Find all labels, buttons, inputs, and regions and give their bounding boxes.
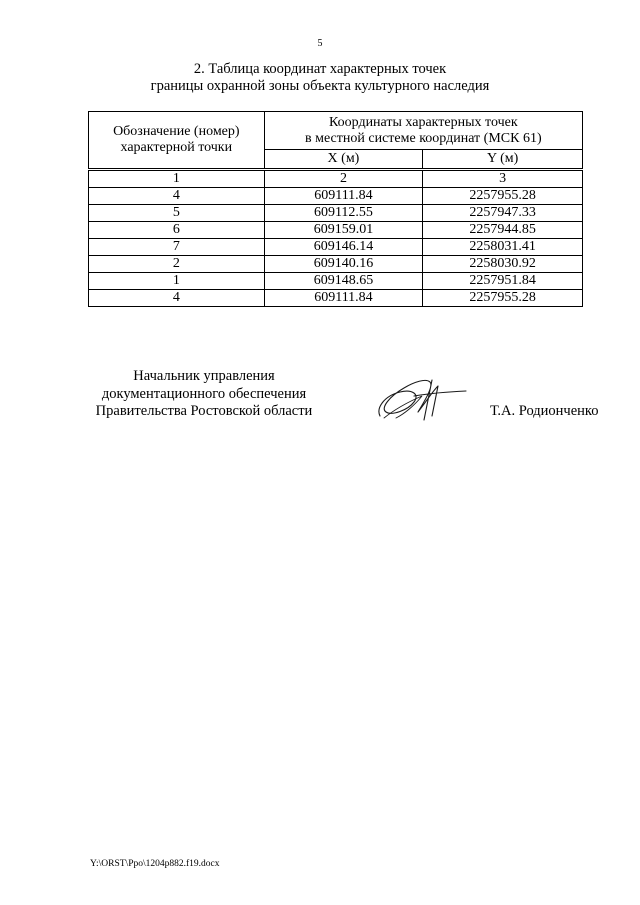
x-cell: 609148.65	[264, 273, 423, 290]
column-number-cell: 2	[264, 170, 423, 188]
signer-position	[88, 368, 320, 421]
page-number: 5	[317, 38, 323, 49]
table-title-line1: 2. Таблица координат характерных точек	[193, 61, 447, 77]
table-row	[89, 205, 583, 222]
file-path: Y:\ORST\Ppo\1204p882.f19.docx	[90, 859, 220, 869]
table-title	[0, 61, 640, 95]
header-designation-line2: характерной точки	[120, 140, 233, 155]
column-number-row	[89, 170, 583, 188]
point-cell: 6	[89, 222, 265, 239]
point-cell: 4	[89, 290, 265, 307]
table-row	[89, 290, 583, 307]
signer-position-line1: Начальник управления	[133, 368, 275, 384]
signer-name: Т.А. Родионченко	[490, 403, 599, 419]
column-number-cell: 1	[89, 170, 265, 188]
y-cell: 2258030.92	[423, 256, 583, 273]
signer-position-line3: Правительства Ростовской области	[95, 403, 313, 419]
x-cell: 609111.84	[264, 188, 423, 205]
x-cell: 609159.01	[264, 222, 423, 239]
table-row	[89, 273, 583, 290]
handwritten-signature	[374, 372, 470, 424]
header-coords-cell	[264, 112, 582, 150]
coordinates-table	[88, 111, 583, 307]
header-coords-line1: Координаты характерных точек	[328, 114, 518, 130]
table-row	[89, 188, 583, 205]
header-designation-line1: Обозначение (номер)	[113, 124, 240, 139]
point-cell: 2	[89, 256, 265, 273]
table-row	[89, 256, 583, 273]
y-cell: 2257955.28	[423, 290, 583, 307]
column-number-cell: 3	[423, 170, 583, 188]
header-y-cell: Y (м)	[423, 150, 583, 170]
table-header-row	[89, 112, 583, 150]
point-cell: 4	[89, 188, 265, 205]
x-cell: 609146.14	[264, 239, 423, 256]
y-cell: 2257955.28	[423, 188, 583, 205]
y-cell: 2257947.33	[423, 205, 583, 222]
table-title-line2: границы охранной зоны объекта культурного наследия	[150, 78, 490, 94]
header-designation-cell	[89, 112, 265, 170]
signer-position-line2: документационного обеспечения	[101, 385, 307, 402]
table-row	[89, 222, 583, 239]
y-cell: 2257951.84	[423, 273, 583, 290]
header-coords-line2: в местной системе координат (МСК 61)	[305, 130, 542, 146]
table-row	[89, 239, 583, 256]
x-cell: 609111.84	[264, 290, 423, 307]
x-cell: 609112.55	[264, 205, 423, 222]
y-cell: 2257944.85	[423, 222, 583, 239]
header-x-cell: X (м)	[264, 150, 423, 170]
x-cell: 609140.16	[264, 256, 423, 273]
y-cell: 2258031.41	[423, 239, 583, 256]
point-cell: 1	[89, 273, 265, 290]
point-cell: 5	[89, 205, 265, 222]
point-cell: 7	[89, 239, 265, 256]
